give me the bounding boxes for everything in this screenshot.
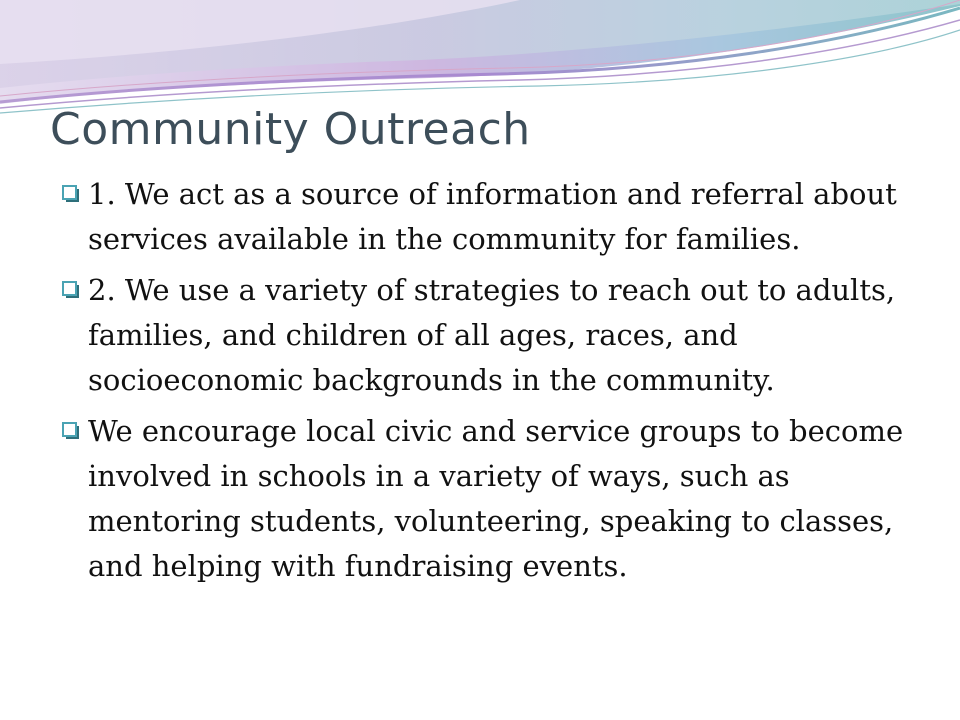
bullet-item	[62, 172, 922, 262]
bullet-item	[62, 409, 922, 589]
bullet-text: 1. We act as a source of information and referral about services available in the community for families.	[88, 177, 897, 256]
square-bullet-icon	[62, 185, 80, 203]
square-bullet-icon	[62, 281, 80, 299]
bullet-item	[62, 268, 922, 403]
bullet-list	[62, 172, 922, 595]
bullet-text: 2. We use a variety of strategies to reach out to adults, families, and children of all ages, races, and socioeconomic backgrounds in the community.	[88, 273, 896, 397]
slide-title: Community Outreach	[50, 104, 531, 155]
square-bullet-icon	[62, 422, 80, 440]
bullet-text: We encourage local civic and service groups to become involved in schools in a variety of ways, such as mentoring students, volunteering, speaking to classes, and helping with fundraising events.	[88, 414, 904, 583]
